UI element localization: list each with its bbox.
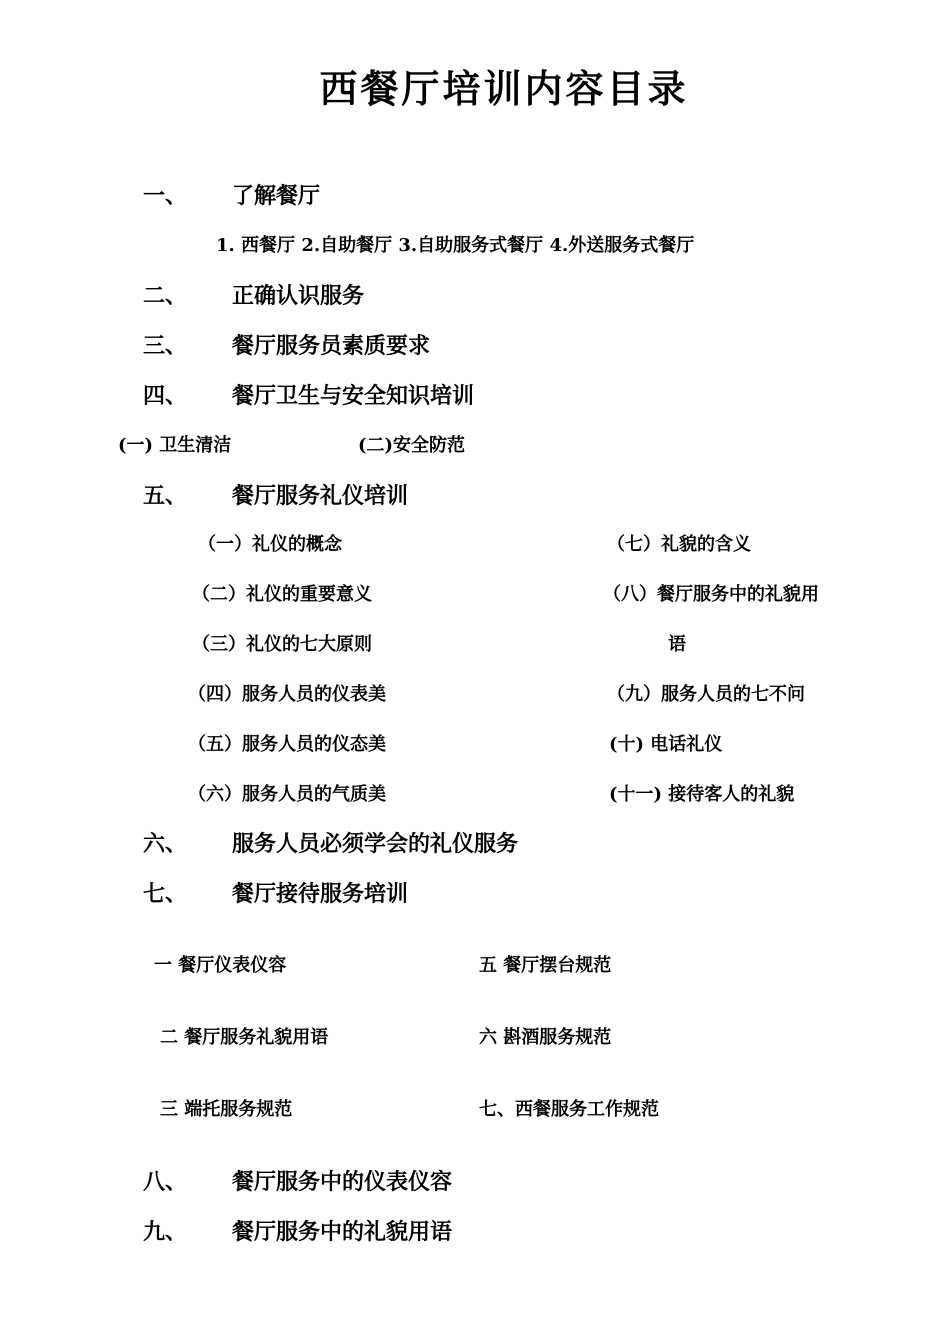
section-5-left-item: （四）服务人员的仪表美 <box>188 684 386 705</box>
section-4-number: 四、 <box>143 383 188 409</box>
section-6-number: 六、 <box>143 831 188 857</box>
section-5-right-item-continued: 语 <box>668 634 686 655</box>
section-8-title: 餐厅服务中的仪表仪容 <box>232 1169 453 1195</box>
section-4-sub-1: (一) 卫生清洁 <box>118 435 232 456</box>
section-1-items: 1. 西餐厅 2.自助餐厅 3.自助服务式餐厅 4.外送服务式餐厅 <box>216 235 695 256</box>
section-5-right-item: （八）餐厅服务中的礼貌用 <box>603 584 819 605</box>
section-7-number: 七、 <box>143 881 188 907</box>
section-5-right-item: (十一) 接待客人的礼貌 <box>609 784 795 805</box>
section-3-number: 三、 <box>143 333 188 359</box>
section-2-number: 二、 <box>143 283 188 309</box>
section-1-title: 了解餐厅 <box>232 183 321 209</box>
section-5-left-item: （一）礼仪的概念 <box>198 534 342 555</box>
section-5-left-item: （六）服务人员的气质美 <box>188 784 386 805</box>
section-5-right-item: （七）礼貌的含义 <box>607 534 751 555</box>
section-8-number: 八、 <box>143 1169 188 1195</box>
section-5-left-item: （五）服务人员的仪态美 <box>188 734 386 755</box>
section-5-title: 餐厅服务礼仪培训 <box>232 483 409 509</box>
section-7-left-item: 三 端托服务规范 <box>160 1099 293 1120</box>
section-7-right-item: 七、西餐服务工作规范 <box>479 1099 659 1120</box>
section-9-number: 九、 <box>143 1219 188 1245</box>
page-title: 西餐厅培训内容目录 <box>319 66 689 111</box>
section-7-right-item: 五 餐厅摆台规范 <box>479 955 612 976</box>
section-4-title: 餐厅卫生与安全知识培训 <box>232 383 475 409</box>
section-5-right-item: (十) 电话礼仪 <box>609 734 723 755</box>
section-9-title: 餐厅服务中的礼貌用语 <box>232 1219 453 1245</box>
section-5-left-item: （二）礼仪的重要意义 <box>192 584 372 605</box>
section-7-title: 餐厅接待服务培训 <box>232 881 409 907</box>
section-7-right-item: 六 斟酒服务规范 <box>479 1027 612 1048</box>
section-5-left-item: （三）礼仪的七大原则 <box>192 634 372 655</box>
section-1-number: 一、 <box>143 183 188 209</box>
section-5-right-item: （九）服务人员的七不问 <box>607 684 805 705</box>
section-7-left-item: 二 餐厅服务礼貌用语 <box>160 1027 329 1048</box>
section-7-left-item: 一 餐厅仪表仪容 <box>154 955 287 976</box>
section-5-number: 五、 <box>143 483 188 509</box>
section-6-title: 服务人员必须学会的礼仪服务 <box>232 831 519 857</box>
section-4-sub-2: (二)安全防范 <box>358 435 466 456</box>
section-3-title: 餐厅服务员素质要求 <box>232 333 431 359</box>
section-2-title: 正确认识服务 <box>232 283 365 309</box>
